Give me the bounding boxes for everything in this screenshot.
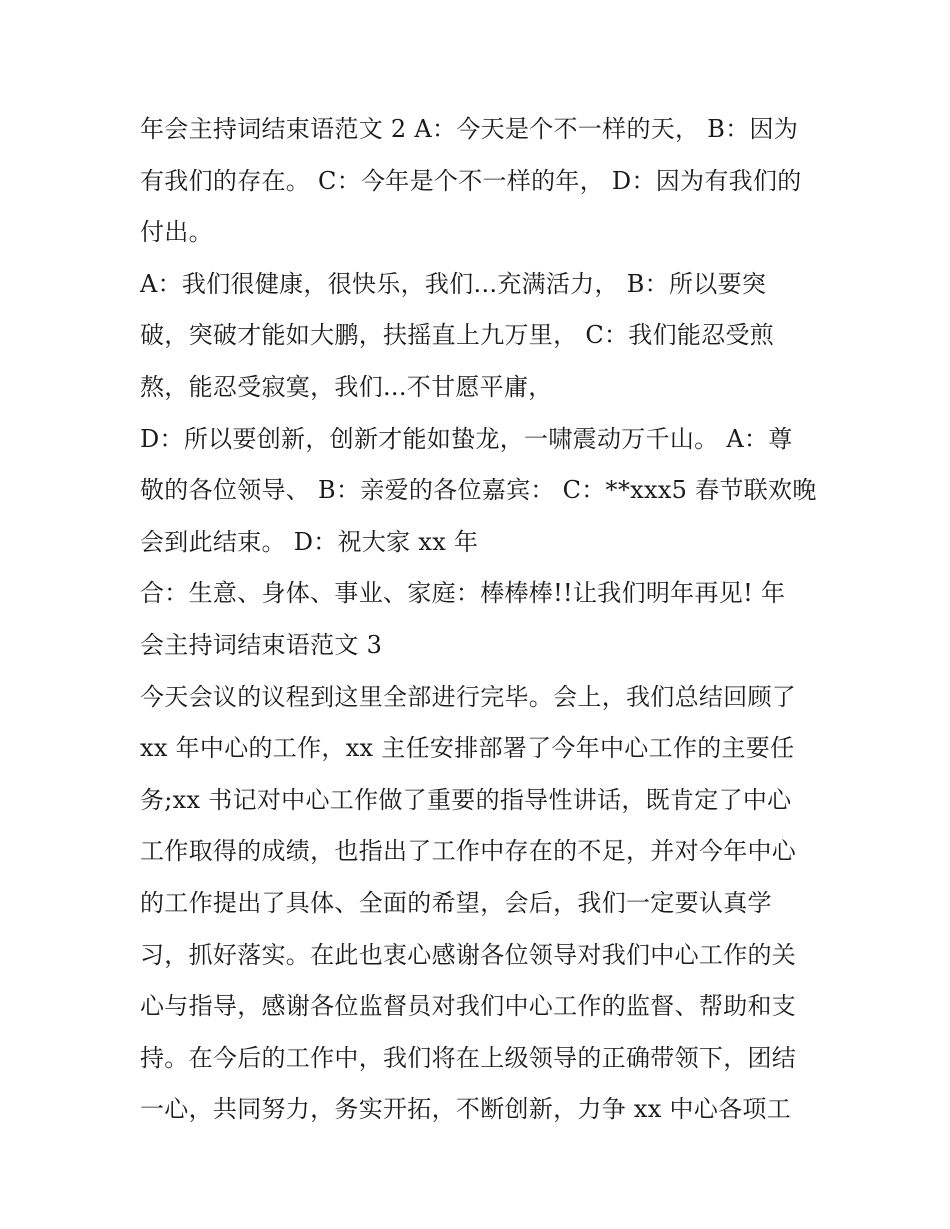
text-line: xx 年中心的工作，xx 主任安排部署了今年中心工作的主要任 [140, 734, 795, 763]
text-line: A：我们很健康，很快乐，我们...充满活力， B：所以要突 [140, 269, 767, 298]
text-line: 工作取得的成绩，也指出了工作中存在的不足，并对今年中心 [140, 837, 797, 866]
text-line: 今天会议的议程到这里全部进行完毕。会上，我们总结回顾了 [140, 682, 797, 711]
text-line: D：所以要创新，创新才能如蛰龙，一啸震动万千山。 A：尊 [140, 424, 793, 453]
text-line: 会到此结束。 D：祝大家 xx 年 [140, 527, 479, 556]
text-line: 会主持词结束语范文 3 [140, 630, 383, 659]
text-line: 有我们的存在。 C：今年是个不一样的年， D：因为有我们的 [140, 166, 802, 195]
body-text [140, 104, 830, 1136]
text-line: 一心，共同努力，务实开拓，不断创新，力争 xx 中心各项工 [140, 1095, 792, 1124]
text-line: 破，突破才能如大鹏，扶摇直上九万里， C：我们能忍受煎 [140, 321, 775, 350]
text-line: 敬的各位领导、 B：亲爱的各位嘉宾： C：**xxx5 春节联欢晚 [140, 476, 817, 505]
text-line: 的工作提出了具体、全面的希望，会后，我们一定要认真学 [140, 888, 772, 917]
text-line: 合：生意、身体、事业、家庭：棒棒棒!!让我们明年再见! 年 [140, 579, 786, 608]
text-line: 心与指导，感谢各位监督员对我们中心工作的监督、帮助和支 [140, 992, 797, 1021]
text-line: 习，抓好落实。在此也衷心感谢各位领导对我们中心工作的关 [140, 940, 797, 969]
text-line: 年会主持词结束语范文 2 A：今天是个不一样的天， B：因为 [140, 115, 799, 143]
text-line: 持。在今后的工作中，我们将在上级领导的正确带领下，团结 [140, 1043, 797, 1072]
text-line: 付出。 [140, 218, 213, 247]
text-line: 熬，能忍受寂寞，我们...不甘愿平庸， [140, 372, 553, 401]
text-line: 务;xx 书记对中心工作做了重要的指导性讲话，既肯定了中心 [140, 785, 792, 814]
